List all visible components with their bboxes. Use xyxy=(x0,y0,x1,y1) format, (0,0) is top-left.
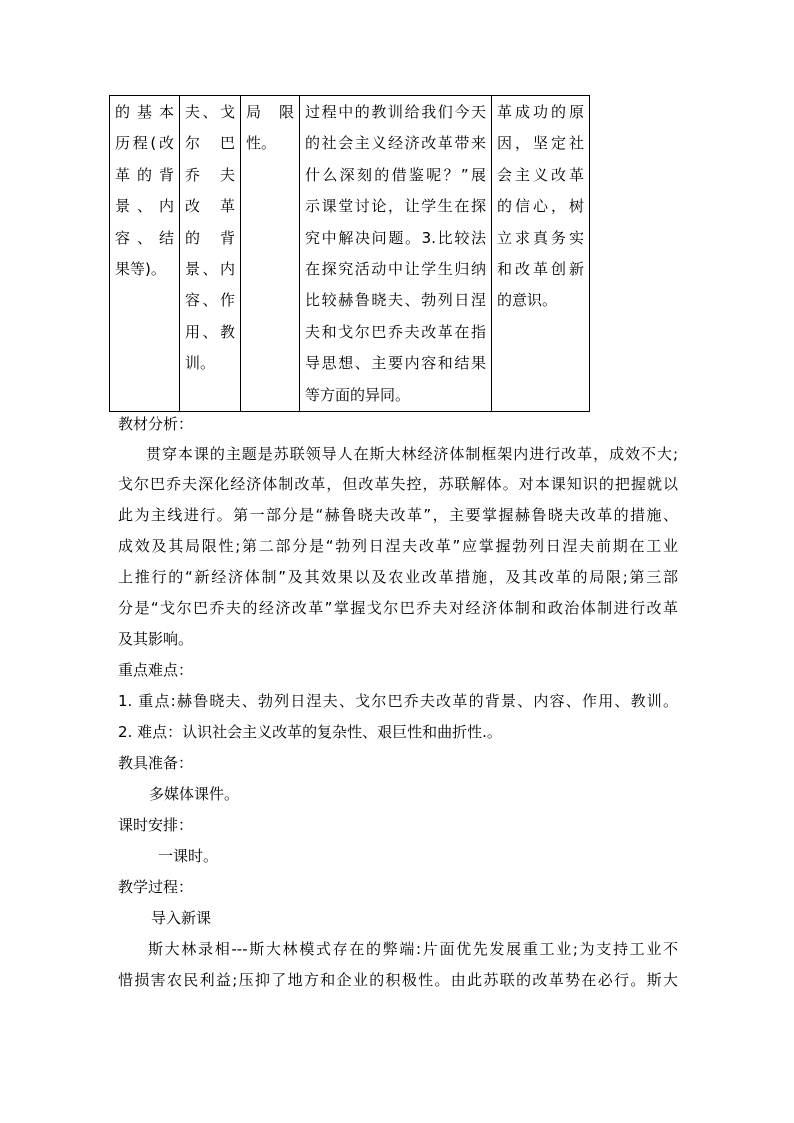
cell-text-line: 比较赫鲁晓夫、勃列日涅 xyxy=(305,291,486,310)
cell-text-line: 局 限 xyxy=(246,103,294,121)
cell-text-line: 在探究活动中让学生归纳 xyxy=(305,259,486,278)
section-heading: 教材分析： xyxy=(118,415,194,433)
cell-text-line: 的 背 xyxy=(185,228,235,247)
cell-text-line: 用、教 xyxy=(185,322,235,341)
cell-text-line: 示课堂讨论，让学生在探 xyxy=(305,197,486,216)
paragraph-line: 贯穿本课的主题是苏联领导人在斯大林经济体制框架内进行改革，成效不大; xyxy=(146,445,678,463)
cell-text-line: 乔 夫 xyxy=(185,165,235,184)
cell-text-line: 夫、戈 xyxy=(185,103,235,121)
table-cell-2 xyxy=(180,96,241,412)
subsection-heading: 导入新课 xyxy=(151,909,212,927)
cell-text-line: 革的背 xyxy=(115,165,174,184)
paragraph-line: 分是“戈尔巴乔夫的经济改革”掌握戈尔巴乔夫对经济体制和政治体制进行改革 xyxy=(118,599,678,617)
cell-text-line: 改 革 xyxy=(185,197,235,216)
cell-text-line: 因，坚定社 xyxy=(497,134,584,153)
section-heading: 重点难点： xyxy=(118,661,194,679)
paragraph-line: 上推行的“新经济体制”及其效果以及农业改革措施，及其改革的局限;第三部 xyxy=(118,568,678,586)
cell-text-line: 会主义改革 xyxy=(497,165,584,184)
paragraph-line: 多媒体课件。 xyxy=(149,785,240,803)
cell-text-line: 尔 巴 xyxy=(185,134,235,153)
paragraph-line: 惜损害农民利益;压抑了地方和企业的积极性。由此苏联的改革势在必行。斯大 xyxy=(118,971,678,989)
cell-text-line: 立求真务实 xyxy=(497,228,584,247)
cell-text-line: 的社会主义经济改革带来 xyxy=(305,134,486,153)
paragraph-line: 斯大林录相---斯大林模式存在的弊端:片面优先发展重工业;为支持工业不 xyxy=(148,940,678,958)
table-cell-3 xyxy=(241,96,300,412)
cell-text-line: 等方面的异同。 xyxy=(305,385,411,404)
cell-text-line: 景、内 xyxy=(185,259,235,278)
cell-text-line: 果等)。 xyxy=(115,259,166,278)
cell-text-line: 革成功的原 xyxy=(497,103,584,121)
cell-text-line: 的信心，树 xyxy=(497,197,584,216)
table-row xyxy=(110,96,590,412)
cell-text-line: 容、作 xyxy=(185,291,235,310)
paragraph-line: 及其影响。 xyxy=(118,630,194,648)
cell-text-line: 训。 xyxy=(185,354,216,373)
cell-text-line: 导思想、主要内容和结果 xyxy=(305,354,486,373)
paragraph-line: 成效及其局限性;第二部分是“勃列日涅夫改革”应掌握勃列日涅夫前期在工业 xyxy=(118,537,678,555)
content-table xyxy=(109,95,590,412)
cell-text-line: 的基本 xyxy=(115,103,174,121)
table-cell-5 xyxy=(492,96,590,412)
cell-text-line: 什么深刻的借鉴呢？”展 xyxy=(305,165,486,184)
section-heading: 课时安排： xyxy=(118,816,194,834)
cell-text-line: 的意识。 xyxy=(497,291,558,310)
cell-text-line: 过程中的教训给我们今天 xyxy=(305,103,486,121)
table-cell-1 xyxy=(110,96,180,412)
list-item: 2. 难点：认识社会主义改革的复杂性、艰巨性和曲折性.。 xyxy=(118,723,502,741)
section-heading: 教具准备： xyxy=(118,754,194,772)
cell-text-line: 容、结 xyxy=(115,228,174,247)
cell-text-line: 景、内 xyxy=(115,197,174,216)
section-heading: 教学过程： xyxy=(118,878,194,896)
cell-text-line: 历程(改 xyxy=(115,134,174,153)
table-cell-4 xyxy=(300,96,492,412)
cell-text-line: 和改革创新 xyxy=(497,259,584,278)
cell-text-line: 夫和戈尔巴乔夫改革在指 xyxy=(305,322,486,341)
paragraph-line: 一课时。 xyxy=(158,847,219,865)
list-item: 1. 重点:赫鲁晓夫、勃列日涅夫、戈尔巴乔夫改革的背景、内容、作用、教训。 xyxy=(118,692,678,710)
cell-text-line: 究中解决问题。3.比较法 xyxy=(305,228,486,247)
paragraph-line: 此为主线进行。第一部分是“赫鲁晓夫改革”，主要掌握赫鲁晓夫改革的措施、 xyxy=(118,506,678,524)
paragraph-line: 戈尔巴乔夫深化经济体制改革，但改革失控，苏联解体。对本课知识的把握就以 xyxy=(118,475,678,493)
cell-text-line: 性。 xyxy=(246,134,277,153)
